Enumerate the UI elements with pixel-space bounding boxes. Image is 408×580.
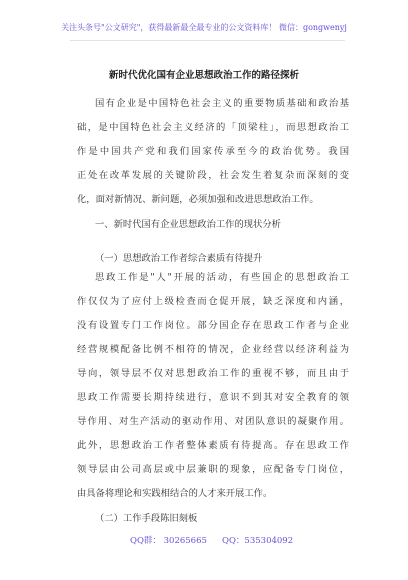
subsection-heading: （一）思想政治工作者综合素质有待提升 <box>95 253 263 264</box>
paragraph-line: 导向，领导层不仅对思想政治工作的重视不够，而且由于 <box>77 368 349 379</box>
paragraph-line: 作是中国共产党和我们国家传承至今的政治优势。我国 <box>77 146 349 157</box>
paragraph-line: 经营规模配备比例不相符的情况，企业经营以经济利益为 <box>77 344 349 355</box>
subsection-heading: （二）工作手段陈旧刻板 <box>95 513 198 524</box>
qq-group-number: QQ群： 30265665 <box>130 536 207 546</box>
paragraph-line: 础，是中国特色社会主义经济的「顶梁柱」，而思想政治工 <box>77 122 349 133</box>
paragraph-line: 思政工作需要长期持续进行，意识不到其对安全教育的领 <box>77 392 349 403</box>
paragraph-line: 领导层由公司高层或中层兼职的现象，应配备专门岗位， <box>77 464 349 475</box>
paragraph-line: 导作用、对生产活动的驱动作用、对团队意识的凝聚作用。 <box>77 416 349 427</box>
paragraph-line: 思政工作是"人"开展的活动，有些国企的思想政治工 <box>95 272 349 283</box>
intro-paragraph <box>77 92 349 212</box>
paragraph-line: 化，面对新情况、新问题，必须加强和改进思想政治工作。 <box>77 194 319 205</box>
paragraph-line: 国有企业是中国特色社会主义的重要物质基础和政治基 <box>95 98 349 109</box>
paragraph-line: 作仅仅为了应付上级检查而仓促开展，缺乏深度和内涵， <box>77 296 349 307</box>
section-heading: 一、新时代国有企业思想政治工作的现状分析 <box>95 219 281 230</box>
paragraph-line: 正处在改革发展的关键阶段，社会发生着复杂而深刻的变 <box>77 170 349 181</box>
qq-number: QQ：535304092 <box>222 536 294 546</box>
subsection-paragraph <box>77 266 349 506</box>
paragraph-line: 此外，思想政治工作者整体素质有待提高。存在思政工作 <box>77 440 349 451</box>
document-title: 新时代优化国有企业思想政治工作的路径探析 <box>108 70 299 81</box>
paragraph-line: 没有设置专门工作岗位。部分国企存在思政工作者与企业 <box>77 320 349 331</box>
header-divider <box>70 40 345 41</box>
header-banner: 关注头条号"公文研究"，获得最新最全最专业的公文资料库！ 微信：gongwenyj <box>61 23 347 32</box>
paragraph-line: 由具备将理论和实践相结合的人才来开展工作。 <box>77 488 273 499</box>
